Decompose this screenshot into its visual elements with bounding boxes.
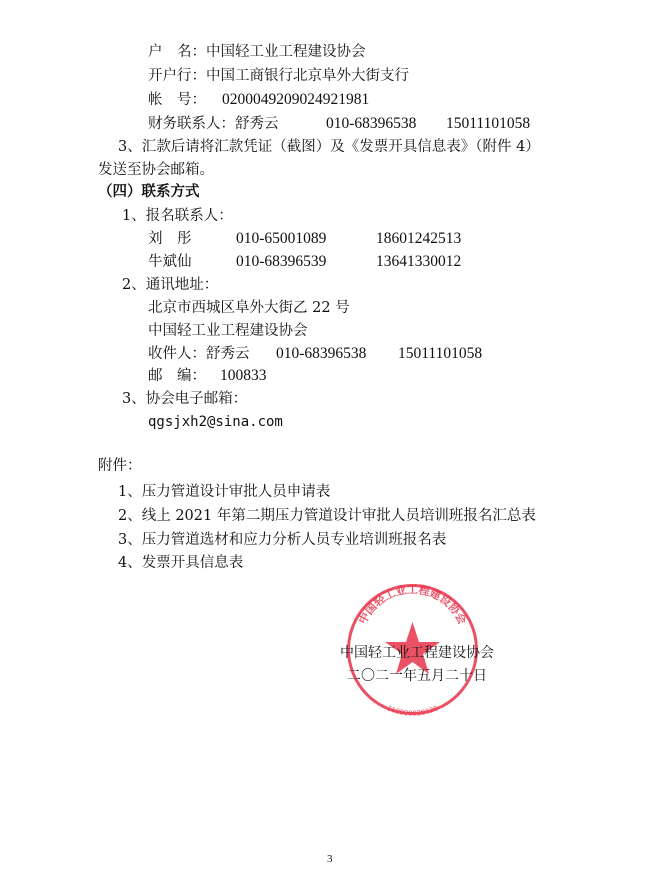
signature-org: 中国轻工业工程建设协会 [340,645,494,661]
page-number: 3 [327,853,333,865]
attachments-title: 附件： [98,458,142,474]
contact-name: 刘 彤 [148,231,192,247]
contact-mobile: 18601242513 [376,230,462,247]
email-label: 3、协会电子邮箱： [122,391,248,407]
bank-name: 开户行：中国工商银行北京阜外大街支行 [148,68,409,84]
recipient-mobile: 15011101058 [398,345,483,362]
attachment-item: 1、压力管道设计审批人员申请表 [118,484,331,500]
contact-phone: 010-65001089 [236,230,327,247]
item3-line2: 发送至协会邮箱。 [98,162,214,178]
finance-mobile: 15011101058 [446,115,531,132]
attachment-item: 4、发票开具信息表 [118,555,244,571]
item3-line1: 3、汇款后请将汇款凭证（截图）及《发票开具信息表》（附件 4） [118,139,540,155]
section4-title: （四）联系方式 [98,183,200,200]
recipient-phone: 010-68396538 [276,345,367,362]
attachment-item: 3、压力管道选材和应力分析人员专业培训班报名表 [118,532,447,548]
finance-phone: 010-68396538 [326,115,417,132]
account-label: 帐 号： [148,92,206,108]
account-number: 0200049209024921981 [222,91,370,108]
finance-contact: 财务联系人：舒秀云 [148,116,279,132]
recipient: 收件人：舒秀云 [148,346,250,362]
contact-name: 牛斌仙 [148,254,192,270]
postcode: 100833 [220,367,267,384]
stamp-text: 中国轻工业工程建设协会 [356,583,469,627]
contact-mobile: 13641330012 [376,253,462,270]
email-link[interactable]: qgsjxh2@sina.com [148,414,283,430]
signature-date: 二〇二一年五月二十日 [347,668,487,684]
org-name: 中国轻工业工程建设协会 [148,323,308,339]
account-name: 户 名：中国轻工业工程建设协会 [148,44,366,60]
stamp-number: 110000028128 [385,704,440,717]
postcode-label: 邮 编： [148,368,206,384]
address-label: 2、通讯地址： [122,277,219,293]
address: 北京市西城区阜外大街乙 22 号 [148,300,350,316]
attachment-item: 2、线上 2021 年第二期压力管道设计审批人员培训班报名汇总表 [118,508,536,524]
reg-contact-label: 1、报名联系人： [122,208,233,224]
contact-phone: 010-68396539 [236,253,327,270]
